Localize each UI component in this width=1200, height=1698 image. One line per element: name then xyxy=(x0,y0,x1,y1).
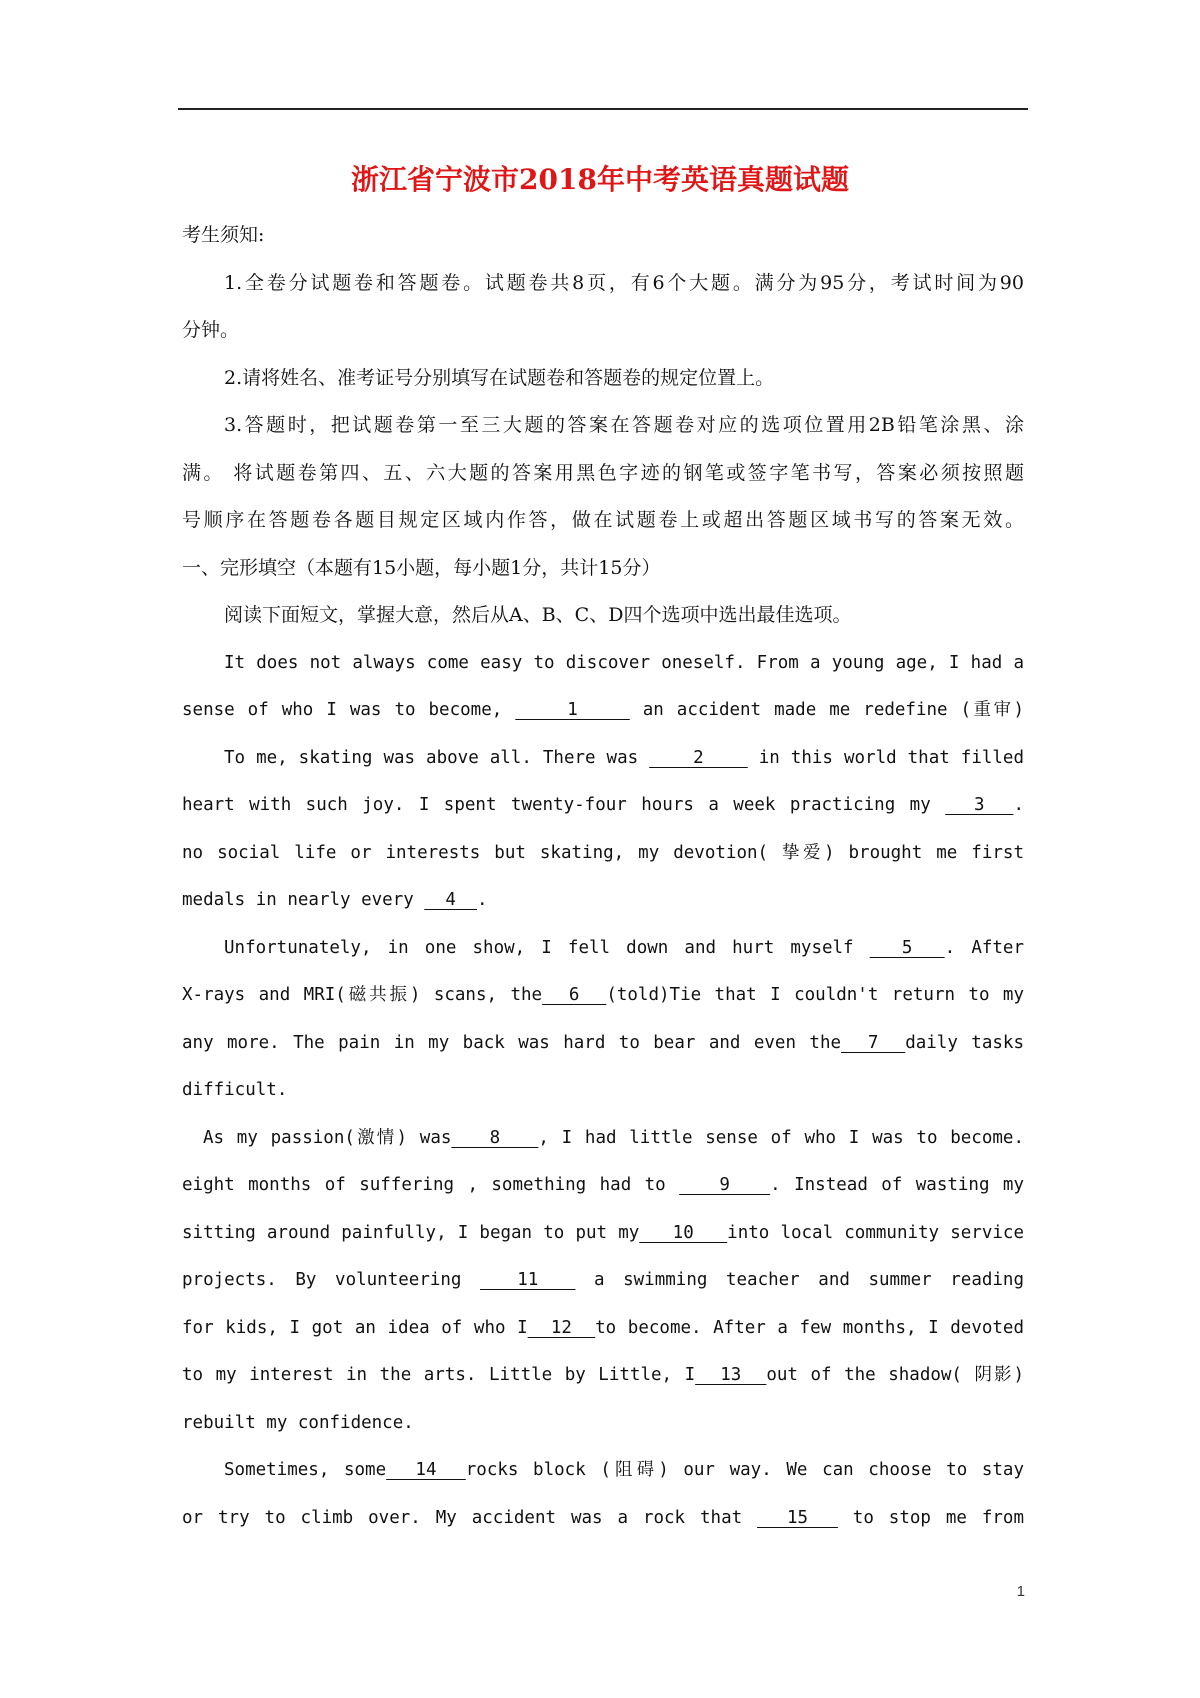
text-segment: 阅读下面短文，掌握大意，然后从A、B、C、D四个选项中选出最佳选项。 xyxy=(224,604,852,626)
answer-blank[interactable]: 7 xyxy=(841,1032,906,1053)
text-line xyxy=(182,1020,1024,1068)
text-line xyxy=(182,735,1024,783)
text-line xyxy=(182,592,1024,640)
text-line xyxy=(182,640,1024,688)
text-line xyxy=(182,355,1024,403)
text-segment: It does not always come easy to discover oneself. From a young age, I had a xyxy=(224,652,1024,673)
text-segment: . After xyxy=(944,937,1024,958)
text-segment: As my passion(激情) was xyxy=(203,1127,452,1148)
text-segment: or try to climb over. My accident was a rock that xyxy=(182,1507,758,1528)
text-segment: , I had little sense of who I was to become. xyxy=(538,1127,1024,1148)
answer-blank[interactable]: 8 xyxy=(451,1127,539,1148)
header-rule xyxy=(178,108,1028,110)
text-segment: sense of who I was to become, xyxy=(182,700,516,720)
text-segment: to stop me from xyxy=(852,1507,1024,1528)
text-segment: heart with such joy. I spent twenty-four hours a week practicing my xyxy=(182,795,946,815)
text-line xyxy=(182,782,1024,830)
text-line xyxy=(182,1352,1024,1400)
answer-blank[interactable]: 10 xyxy=(639,1222,728,1243)
text-line xyxy=(182,1162,1024,1210)
text-segment: an accident made me redefine (重审) xyxy=(642,700,1024,720)
text-line xyxy=(182,1447,1024,1495)
text-line xyxy=(182,925,1024,973)
text-line xyxy=(182,1210,1024,1258)
text-line xyxy=(182,307,1024,355)
answer-blank[interactable]: 9 xyxy=(679,1175,771,1195)
text-line xyxy=(182,402,1024,450)
text-segment: 3.答题时，把试题卷第一至三大题的答案在答题卷对应的选项位置用2B铅笔涂黑、涂 xyxy=(224,414,1024,436)
text-segment: eight months of suffering , something had to xyxy=(182,1175,680,1195)
text-segment: any more. The pain in my back was hard to bear and even the xyxy=(182,1032,842,1053)
answer-blank[interactable]: 2 xyxy=(649,747,748,768)
text-line xyxy=(182,972,1024,1020)
text-segment: in this world that filled xyxy=(758,747,1024,768)
text-line xyxy=(182,687,1024,735)
text-segment: 分钟。 xyxy=(182,319,240,341)
answer-blank[interactable]: 3 xyxy=(945,795,1014,815)
text-segment: rebuilt my confidence. xyxy=(182,1412,414,1433)
text-segment: for kids, I got an idea of who I xyxy=(182,1317,528,1338)
text-segment: To me, skating was above all. There was xyxy=(224,747,650,768)
answer-blank[interactable]: 12 xyxy=(527,1317,596,1338)
document-body xyxy=(182,212,1024,1542)
answer-blank[interactable]: 15 xyxy=(757,1507,838,1528)
text-segment: Sometimes, some xyxy=(224,1460,387,1480)
text-segment: difficult. xyxy=(182,1080,288,1100)
answer-blank[interactable]: 13 xyxy=(695,1365,767,1385)
text-segment: . xyxy=(1013,795,1024,815)
text-line xyxy=(182,830,1024,878)
answer-blank[interactable]: 5 xyxy=(869,937,945,958)
text-segment: (told)Tie that I couldn't return to my xyxy=(606,985,1024,1005)
text-segment: into local community service xyxy=(727,1222,1024,1243)
text-line xyxy=(182,260,1024,308)
text-line xyxy=(182,1495,1024,1543)
answer-blank[interactable]: 14 xyxy=(386,1460,466,1480)
text-segment: X-rays and MRI(磁共振) scans, the xyxy=(182,985,543,1005)
text-segment: medals in nearly every xyxy=(182,890,425,910)
answer-blank[interactable]: 4 xyxy=(424,890,478,910)
text-segment: 一、完形填空（本题有15小题，每小题1分，共计15分） xyxy=(182,556,661,579)
page-number: 1 xyxy=(1016,1583,1025,1600)
text-segment: a swimming teacher and summer reading xyxy=(593,1270,1024,1290)
text-segment: sitting around painfully, I began to put my xyxy=(182,1222,640,1243)
text-segment: rocks block (阻碍) our way. We can choose to stay xyxy=(465,1460,1024,1480)
answer-blank[interactable]: 6 xyxy=(542,985,607,1005)
text-segment: Unfortunately, in one show, I fell down and hurt myself xyxy=(224,937,870,958)
text-line xyxy=(182,877,1024,925)
text-segment: out of the shadow( 阴影) xyxy=(766,1365,1024,1385)
text-segment: 2.请将姓名、准考证号分别填写在试题卷和答题卷的规定位置上。 xyxy=(224,366,775,389)
text-segment: to become. After a few months, I devoted xyxy=(595,1317,1024,1338)
text-segment: to my interest in the arts. Little by Little, I xyxy=(182,1365,696,1385)
answer-blank[interactable]: 1 xyxy=(515,700,630,720)
text-segment: no social life or interests but skating, my devotion( 挚爱) brought me first xyxy=(182,842,1024,863)
text-segment: 1.全卷分试题卷和答题卷。试题卷共8页，有6个大题。满分为95分，考试时间为90 xyxy=(224,271,1024,294)
text-segment: . xyxy=(477,890,488,910)
text-line xyxy=(182,1115,1024,1163)
text-segment: 号顺序在答题卷各题目规定区域内作答，做在试题卷上或超出答题区域书写的答案无效。 xyxy=(182,509,1024,531)
text-segment: . Instead of wasting my xyxy=(770,1175,1024,1195)
text-segment: projects. By volunteering xyxy=(182,1270,481,1290)
text-line xyxy=(182,1067,1024,1115)
text-segment: 考生须知: xyxy=(182,224,265,246)
text-line xyxy=(182,1257,1024,1305)
text-line xyxy=(182,1400,1024,1448)
text-line xyxy=(182,450,1024,498)
text-line xyxy=(182,1305,1024,1353)
text-line xyxy=(182,212,1024,260)
text-line xyxy=(182,545,1024,593)
document-title: 浙江省宁波市2018年中考英语真题试题 xyxy=(351,163,849,196)
answer-blank[interactable]: 11 xyxy=(480,1270,576,1290)
text-line xyxy=(182,497,1024,545)
text-segment: daily tasks xyxy=(905,1032,1024,1053)
text-segment: 满。 将试题卷第四、五、六大题的答案用黑色字迹的钢笔或签字笔书写，答案必须按照题 xyxy=(182,461,1024,484)
